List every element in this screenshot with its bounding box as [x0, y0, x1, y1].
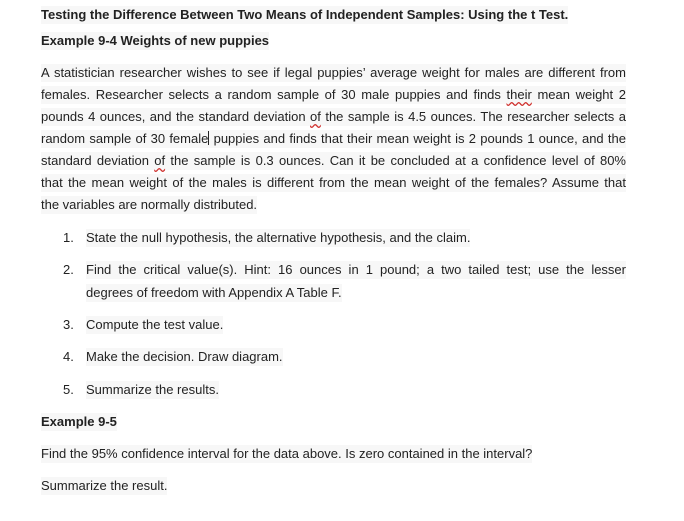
paragraph-line-6: that the mean weight of the males is different from the mean weight of the females? Assume that — [41, 175, 626, 190]
list-item-number: 3. — [63, 317, 74, 332]
spelling-flag[interactable]: of — [154, 153, 166, 168]
paragraph-line-4: random sample of 30 female puppies and finds that their mean weight is 2 pounds 1 ounce, and the — [41, 131, 626, 146]
paragraph-line-3: pounds 4 ounces, and the standard deviation of the sample is 4.5 ounces. The researcher selects a — [41, 109, 626, 124]
spelling-flag[interactable]: their — [506, 87, 532, 102]
list-item-text: State the null hypothesis, the alternative hypothesis, and the claim. — [86, 230, 471, 245]
list-item-number: 2. — [63, 262, 74, 277]
paragraph-line-2: females. Researcher selects a random sample of 30 male puppies and finds their mean weight 2 — [41, 87, 626, 102]
list-item-text: Find the critical value(s). Hint: 16 ounces in 1 pound; a two tailed test; use the lesser — [86, 262, 626, 277]
example-9-4-title: Example 9-4 Weights of new puppies — [41, 33, 270, 48]
example-9-5-text: Find the 95% confidence interval for the data above. Is zero contained in the interval? — [41, 446, 533, 461]
list-item-number: 4. — [63, 349, 74, 364]
list-item-text: Summarize the results. — [86, 382, 219, 397]
spelling-flag[interactable]: of — [310, 109, 321, 124]
list-item-number: 1. — [63, 230, 74, 245]
list-item-text-continued: degrees of freedom with Appendix A Table F. — [86, 285, 342, 300]
paragraph-line-5: standard deviation of the sample is 0.3 ounces. Can it be concluded at a confidence level of 80% — [41, 153, 626, 168]
paragraph-line-7: the variables are normally distributed. — [41, 197, 258, 212]
document-heading: Testing the Difference Between Two Means of Independent Samples: Using the t Test. — [41, 7, 569, 22]
paragraph-line-1: A statistician researcher wishes to see if legal puppies’ average weight for males are different from — [41, 65, 626, 80]
list-item-text: Compute the test value. — [86, 317, 224, 332]
list-item-number: 5. — [63, 382, 74, 397]
example-9-5-title: Example 9-5 — [41, 414, 117, 429]
list-item-text: Make the decision. Draw diagram. — [86, 349, 283, 364]
summary-text: Summarize the result. — [41, 478, 168, 493]
